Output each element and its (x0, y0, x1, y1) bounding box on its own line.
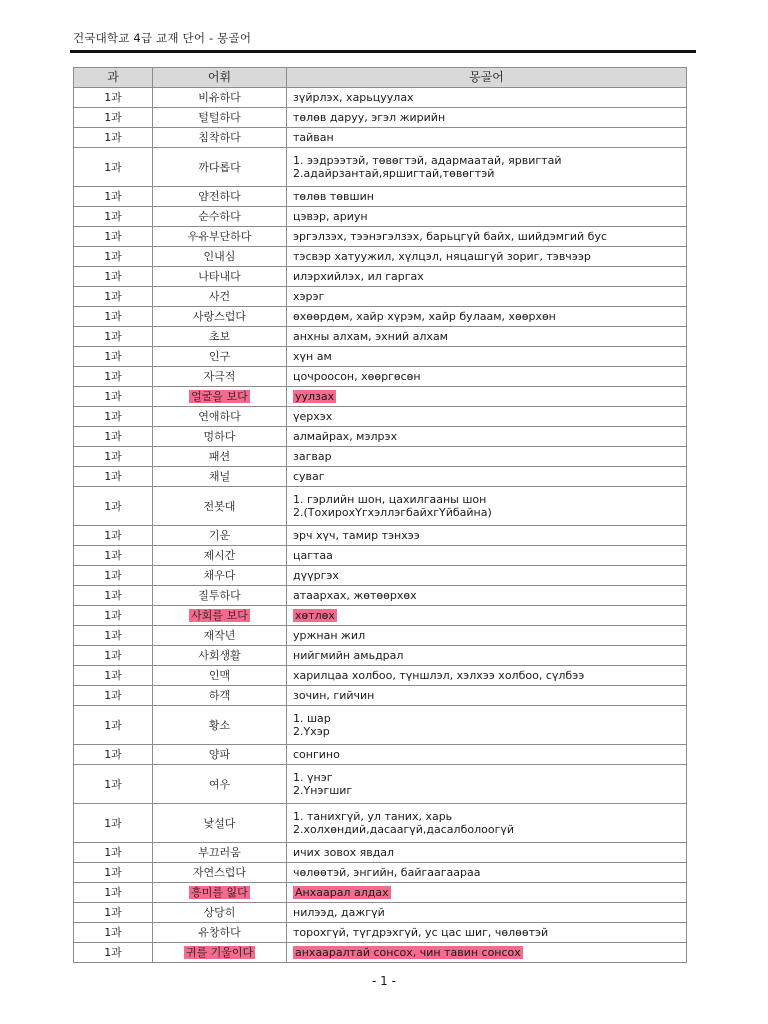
lesson-cell: 1과 (74, 307, 153, 327)
mongolian-meaning-cell (287, 646, 687, 666)
mongolian-meaning-cell (287, 88, 687, 108)
mongolian-meaning-cell (287, 227, 687, 247)
mongolian-meaning-cell (287, 307, 687, 327)
korean-word-cell (153, 943, 287, 963)
mongolian-meaning-line: тэсвэр хатуужил, хүлцэл, няцашгүй зориг, тэвчээр (293, 250, 591, 263)
table-row (74, 247, 687, 267)
mongolian-meaning-line: 1. танихгүй, ул таних, харь (293, 810, 453, 823)
table-row (74, 883, 687, 903)
korean-word: 제시간 (203, 549, 236, 562)
mongolian-meaning-line: торохгүй, түгдрэхгүй, ус цас шиг, чөлөөтэй (293, 926, 549, 939)
lesson-cell: 1과 (74, 686, 153, 706)
korean-word-cell (153, 287, 287, 307)
lesson-cell: 1과 (74, 387, 153, 407)
korean-word-cell (153, 883, 287, 903)
mongolian-meaning-cell (287, 804, 687, 843)
korean-word: 침착하다 (198, 131, 241, 144)
korean-word-cell (153, 108, 287, 128)
korean-word-cell (153, 148, 287, 187)
korean-word: 초보 (208, 330, 231, 343)
lesson-cell: 1과 (74, 903, 153, 923)
mongolian-meaning-line: уржнан жил (293, 629, 366, 642)
mongolian-meaning-line: зүйрлэх, харьцуулах (293, 91, 414, 104)
lesson-cell: 1과 (74, 745, 153, 765)
lesson-cell: 1과 (74, 666, 153, 686)
lesson-cell: 1과 (74, 606, 153, 626)
lesson-cell: 1과 (74, 367, 153, 387)
mongolian-meaning-cell (287, 546, 687, 566)
korean-word-cell (153, 347, 287, 367)
lesson-cell: 1과 (74, 943, 153, 963)
mongolian-meaning-cell (287, 247, 687, 267)
table-row (74, 387, 687, 407)
korean-word-cell (153, 745, 287, 765)
table-row (74, 487, 687, 526)
header-rule (70, 50, 696, 53)
mongolian-meaning-line: төлөв төвшин (293, 190, 374, 203)
table-header-row (74, 68, 687, 88)
lesson-cell: 1과 (74, 804, 153, 843)
korean-word: 인맥 (208, 669, 231, 682)
lesson-cell: 1과 (74, 227, 153, 247)
table-row (74, 347, 687, 367)
korean-word: 양파 (208, 748, 231, 761)
lesson-cell: 1과 (74, 207, 153, 227)
table-row (74, 128, 687, 148)
korean-word: 부끄러움 (198, 846, 241, 859)
table-row (74, 526, 687, 546)
mongolian-meaning-line: анхны алхам, эхний алхам (293, 330, 448, 343)
table-row (74, 566, 687, 586)
table-row (74, 745, 687, 765)
mongolian-meaning-cell (287, 207, 687, 227)
lesson-cell: 1과 (74, 407, 153, 427)
table-row (74, 187, 687, 207)
column-header-lesson: 과 (74, 68, 153, 88)
table-row (74, 586, 687, 606)
mongolian-meaning-cell (287, 327, 687, 347)
korean-word: 인내심 (203, 250, 236, 263)
mongolian-meaning-line: төлөв даруу, эгэл жирийн (293, 111, 446, 124)
korean-word-cell (153, 526, 287, 546)
korean-word: 털털하다 (198, 111, 241, 124)
mongolian-meaning-cell (287, 863, 687, 883)
korean-word-cell (153, 686, 287, 706)
table-row (74, 804, 687, 843)
korean-word: 낯설다 (203, 816, 236, 830)
korean-word-cell (153, 765, 287, 804)
mongolian-meaning-line: хөтлөх (295, 609, 335, 622)
korean-word-cell (153, 467, 287, 487)
korean-word-cell (153, 804, 287, 843)
mongolian-meaning-line: 1. ээдрээтэй, төвөгтэй, адармаатай, ярвигтай (293, 154, 562, 167)
mongolian-meaning-cell (287, 287, 687, 307)
korean-word: 채널 (208, 470, 231, 483)
table-row (74, 307, 687, 327)
korean-word-cell (153, 267, 287, 287)
korean-word-cell (153, 367, 287, 387)
table-row (74, 267, 687, 287)
korean-word-cell (153, 207, 287, 227)
korean-word: 귀를 기울이다 (185, 946, 254, 959)
mongolian-meaning-cell (287, 745, 687, 765)
korean-word: 멍하다 (203, 430, 236, 443)
korean-word-cell (153, 626, 287, 646)
mongolian-meaning-cell (287, 843, 687, 863)
table-row (74, 227, 687, 247)
mongolian-meaning-line: алмайрах, мэлрэх (293, 430, 398, 443)
table-row (74, 666, 687, 686)
korean-word: 채우다 (203, 569, 236, 582)
mongolian-meaning-line: 2.холхөндий,дасаагүй,дасалболоогүй (293, 823, 515, 836)
mongolian-meaning-line: хэрэг (293, 290, 325, 303)
korean-word: 나타내다 (198, 270, 241, 283)
korean-word-cell (153, 88, 287, 108)
korean-word: 질투하다 (198, 589, 241, 602)
mongolian-meaning-cell (287, 943, 687, 963)
table-row (74, 207, 687, 227)
lesson-cell: 1과 (74, 626, 153, 646)
table-row (74, 765, 687, 804)
korean-word: 우유부단하다 (187, 230, 252, 243)
lesson-cell: 1과 (74, 863, 153, 883)
mongolian-meaning-line: илэрхийлэх, ил гаргах (293, 270, 424, 283)
lesson-cell: 1과 (74, 706, 153, 745)
korean-word-cell (153, 606, 287, 626)
table-row (74, 108, 687, 128)
korean-word: 전봇대 (203, 499, 236, 513)
mongolian-meaning-line: цочроосон, хөөргөсөн (293, 370, 421, 383)
table-row (74, 943, 687, 963)
mongolian-meaning-line: чөлөөтэй, энгийн, байгаагаараа (293, 866, 481, 879)
mongolian-meaning-cell (287, 526, 687, 546)
mongolian-meaning-line: 1. үнэг (293, 771, 333, 784)
mongolian-meaning-line: сонгино (293, 748, 340, 761)
lesson-cell: 1과 (74, 148, 153, 187)
mongolian-meaning-line: ичих зовох явдал (293, 846, 395, 859)
mongolian-meaning-line: хүн ам (293, 350, 332, 363)
korean-word: 하객 (208, 689, 231, 702)
table-row (74, 843, 687, 863)
korean-word-cell (153, 586, 287, 606)
table-row (74, 546, 687, 566)
column-header-mongolian: 몽골어 (287, 68, 687, 88)
korean-word: 까다롭다 (198, 160, 241, 174)
table-row (74, 148, 687, 187)
mongolian-meaning-line: Анхаарал алдах (295, 886, 389, 899)
lesson-cell: 1과 (74, 646, 153, 666)
korean-word: 여우 (208, 777, 231, 791)
lesson-cell: 1과 (74, 487, 153, 526)
mongolian-meaning-line: өхөөрдөм, хайр хүрэм, хайр булаам, хөөрхөн (293, 310, 556, 323)
korean-word: 비유하다 (198, 91, 241, 104)
korean-word-cell (153, 903, 287, 923)
mongolian-meaning-line: уулзах (295, 390, 335, 403)
mongolian-meaning-cell (287, 566, 687, 586)
mongolian-meaning-line: үерхэх (293, 410, 333, 423)
lesson-cell: 1과 (74, 546, 153, 566)
table-row (74, 427, 687, 447)
mongolian-meaning-cell (287, 923, 687, 943)
table-row (74, 287, 687, 307)
korean-word: 자연스럽다 (192, 866, 247, 879)
korean-word-cell (153, 427, 287, 447)
lesson-cell: 1과 (74, 566, 153, 586)
korean-word-cell (153, 387, 287, 407)
mongolian-meaning-cell (287, 626, 687, 646)
korean-word-cell (153, 307, 287, 327)
mongolian-meaning-line: атаархах, жөтөөрхөх (293, 589, 417, 602)
document-title: 건국대학교 4급 교재 단어 - 몽골어 (73, 31, 252, 45)
korean-word: 황소 (208, 718, 231, 732)
mongolian-meaning-line: эргэлзэх, тээнэгэлзэх, барьцгүй байх, шийдэмгий бус (293, 230, 608, 243)
lesson-cell: 1과 (74, 247, 153, 267)
mongolian-meaning-line: анхааралтай сонсох, чин тавин сонсох (295, 946, 521, 959)
mongolian-meaning-cell (287, 187, 687, 207)
mongolian-meaning-cell (287, 487, 687, 526)
mongolian-meaning-line: эрч хүч, тамир тэнхээ (293, 529, 420, 542)
mongolian-meaning-line: тайван (293, 131, 334, 144)
korean-word-cell (153, 843, 287, 863)
korean-word: 얌전하다 (198, 190, 241, 203)
mongolian-meaning-line: харилцаа холбоо, түншлэл, хэлхээ холбоо, сүлбээ (293, 669, 585, 682)
table-row (74, 903, 687, 923)
mongolian-meaning-cell (287, 903, 687, 923)
mongolian-meaning-cell (287, 586, 687, 606)
korean-word: 사회생활 (198, 649, 241, 662)
korean-word: 상당히 (203, 906, 236, 919)
mongolian-meaning-line: суваг (293, 470, 325, 483)
mongolian-meaning-line: цэвэр, ариун (293, 210, 368, 223)
korean-word-cell (153, 128, 287, 148)
mongolian-meaning-cell (287, 367, 687, 387)
mongolian-meaning-line: дүүргэх (293, 569, 339, 582)
korean-word-cell (153, 327, 287, 347)
korean-word: 사랑스럽다 (192, 310, 247, 323)
table-row (74, 646, 687, 666)
lesson-cell: 1과 (74, 843, 153, 863)
mongolian-meaning-cell (287, 347, 687, 367)
lesson-cell: 1과 (74, 108, 153, 128)
mongolian-meaning-cell (287, 148, 687, 187)
table-row (74, 407, 687, 427)
korean-word-cell (153, 187, 287, 207)
lesson-cell: 1과 (74, 267, 153, 287)
korean-word: 재작년 (203, 629, 236, 642)
korean-word: 사회를 보다 (191, 609, 248, 622)
lesson-cell: 1과 (74, 883, 153, 903)
lesson-cell: 1과 (74, 327, 153, 347)
korean-word: 인구 (208, 350, 231, 363)
mongolian-meaning-cell (287, 128, 687, 148)
mongolian-meaning-line: цагтаа (293, 549, 333, 562)
mongolian-meaning-cell (287, 467, 687, 487)
mongolian-meaning-line: нилээд, дажгүй (293, 906, 385, 919)
mongolian-meaning-cell (287, 447, 687, 467)
korean-word-cell (153, 546, 287, 566)
mongolian-meaning-cell (287, 108, 687, 128)
korean-word-cell (153, 706, 287, 745)
korean-word-cell (153, 227, 287, 247)
mongolian-meaning-cell (287, 606, 687, 626)
table-row (74, 686, 687, 706)
mongolian-meaning-line: 1. шар (293, 712, 331, 725)
table-row (74, 467, 687, 487)
table-row (74, 88, 687, 108)
table-row (74, 447, 687, 467)
korean-word-cell (153, 666, 287, 686)
lesson-cell: 1과 (74, 467, 153, 487)
lesson-cell: 1과 (74, 586, 153, 606)
korean-word: 패션 (208, 450, 231, 463)
lesson-cell: 1과 (74, 347, 153, 367)
table-row (74, 706, 687, 745)
lesson-cell: 1과 (74, 765, 153, 804)
mongolian-meaning-cell (287, 706, 687, 745)
table-row (74, 923, 687, 943)
table-row (74, 606, 687, 626)
mongolian-meaning-line: 1. гэрлийн шон, цахилгааны шон (293, 493, 487, 506)
lesson-cell: 1과 (74, 287, 153, 307)
mongolian-meaning-line: 2.(ТохирохҮгхэллэгбайхгҮйбайна) (293, 506, 492, 519)
korean-word: 순수하다 (198, 210, 241, 223)
mongolian-meaning-cell (287, 387, 687, 407)
mongolian-meaning-line: нийгмийн амьдрал (293, 649, 404, 662)
korean-word-cell (153, 923, 287, 943)
column-header-vocabulary: 어휘 (153, 68, 287, 88)
korean-word: 자극적 (203, 370, 236, 383)
lesson-cell: 1과 (74, 447, 153, 467)
korean-word-cell (153, 247, 287, 267)
mongolian-meaning-cell (287, 883, 687, 903)
table-row (74, 863, 687, 883)
lesson-cell: 1과 (74, 128, 153, 148)
korean-word-cell (153, 487, 287, 526)
korean-word-cell (153, 407, 287, 427)
lesson-cell: 1과 (74, 187, 153, 207)
korean-word: 얼굴을 보다 (191, 390, 248, 403)
mongolian-meaning-cell (287, 666, 687, 686)
lesson-cell: 1과 (74, 526, 153, 546)
korean-word-cell (153, 863, 287, 883)
page-number: - 1 - (372, 974, 396, 988)
mongolian-meaning-line: 2.Үхэр (293, 725, 330, 738)
mongolian-meaning-line: 2.Үнэгшиг (293, 784, 353, 797)
mongolian-meaning-cell (287, 407, 687, 427)
table-body (74, 88, 687, 963)
mongolian-meaning-cell (287, 267, 687, 287)
vocabulary-table (73, 67, 687, 963)
mongolian-meaning-line: загвар (293, 450, 332, 463)
lesson-cell: 1과 (74, 88, 153, 108)
lesson-cell: 1과 (74, 923, 153, 943)
korean-word: 연애하다 (198, 410, 241, 423)
table-row (74, 327, 687, 347)
korean-word-cell (153, 566, 287, 586)
korean-word: 흥미를 잃다 (191, 886, 248, 899)
mongolian-meaning-line: зочин, гийчин (293, 689, 375, 702)
korean-word: 기운 (208, 529, 231, 542)
table-row (74, 367, 687, 387)
mongolian-meaning-line: 2.адайрзантай,яршигтай,төвөгтэй (293, 167, 495, 180)
korean-word-cell (153, 646, 287, 666)
mongolian-meaning-cell (287, 427, 687, 447)
mongolian-meaning-cell (287, 765, 687, 804)
mongolian-meaning-cell (287, 686, 687, 706)
table-row (74, 626, 687, 646)
lesson-cell: 1과 (74, 427, 153, 447)
korean-word: 사건 (208, 290, 231, 303)
korean-word-cell (153, 447, 287, 467)
korean-word: 유창하다 (198, 926, 241, 939)
